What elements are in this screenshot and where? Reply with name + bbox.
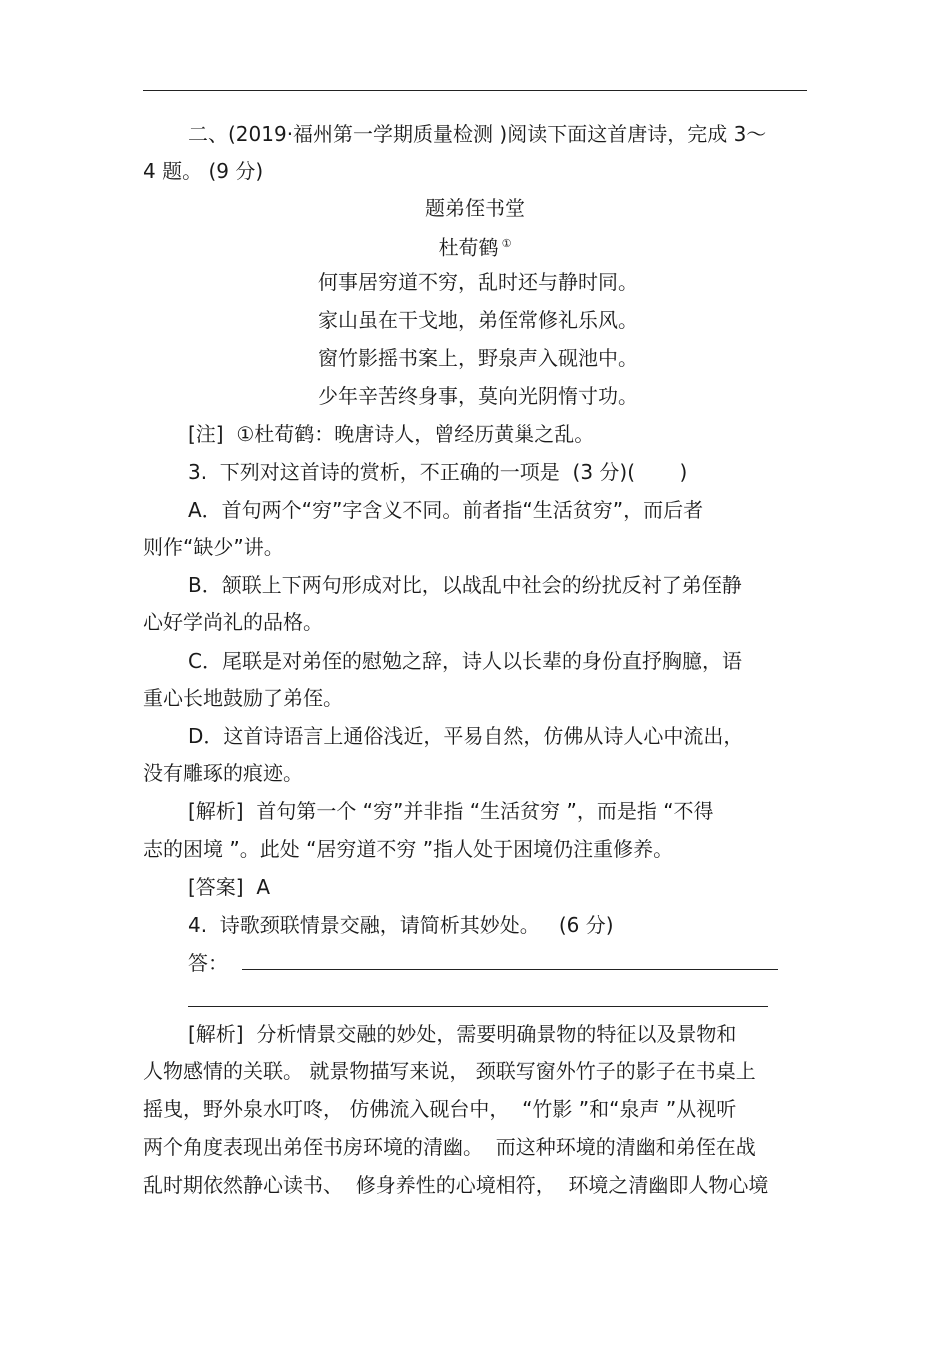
header-rule	[143, 90, 807, 91]
footnote-mark: ①	[501, 237, 512, 250]
answer-blank-2[interactable]	[188, 1006, 768, 1007]
q4-analysis-cont: 两个角度表现出弟侄书房环境的清幽。 而这种环境的清幽和弟侄在战	[143, 1135, 756, 1159]
poem-line: 何事居穷道不穷，乱时还与静时同。	[318, 270, 638, 294]
section-intro-line1: 二、(2019·福州第一学期质量检测 )阅读下面这首唐诗，完成 3～	[188, 122, 767, 146]
q4-analysis-cont: 乱时期依然静心读书、 修身养性的心境相符， 环境之清幽即人物心境	[143, 1173, 769, 1197]
q3-option-b: B．颔联上下两句形成对比，以战乱中社会的纷扰反衬了弟侄静	[188, 573, 742, 597]
q4-analysis-cont: 摇曳，野外泉水叮咚， 仿佛流入砚台中， “竹影 ”和“泉声 ”从视听	[143, 1097, 737, 1121]
q4-analysis-cont: 人物感情的关联。 就景物描写来说， 颈联写窗外竹子的影子在书桌上	[143, 1059, 756, 1083]
q4-answer-line	[188, 949, 778, 977]
q3-analysis-cont: 志的困境 ”。此处 “居穷道不穷 ”指人处于困境仍注重修养。	[143, 837, 674, 861]
q4-answer-label: 答：	[188, 951, 228, 975]
poem-line: 窗竹影摇书案上，野泉声入砚池中。	[318, 346, 638, 370]
q3-option-c-cont: 重心长地鼓励了弟侄。	[143, 686, 343, 710]
q3-option-d-cont: 没有雕琢的痕迹。	[143, 761, 303, 785]
q4-analysis: [解析] 分析情景交融的妙处，需要明确景物的特征以及景物和	[188, 1022, 737, 1046]
poem-author-line	[0, 230, 950, 262]
q3-stem: 3. 下列对这首诗的赏析，不正确的一项是 (3 分)( )	[188, 460, 688, 484]
q3-option-d: D．这首诗语言上通俗浅近，平易自然，仿佛从诗人心中流出，	[188, 724, 744, 748]
answer-blank[interactable]	[242, 951, 778, 970]
q3-option-a-cont: 则作“缺少”讲。	[143, 535, 284, 559]
section-intro-line2: 4 题。 (9 分)	[143, 159, 264, 183]
poem-author: 杜荀鹤	[438, 235, 499, 260]
poem-title: 题弟侄书堂	[425, 196, 525, 220]
poem-note: [注] ①杜荀鹤：晚唐诗人，曾经历黄巢之乱。	[188, 422, 595, 446]
q3-option-c: C．尾联是对弟侄的慰勉之辞，诗人以长辈的身份直抒胸臆，语	[188, 649, 742, 673]
q3-answer: [答案] A	[188, 875, 271, 899]
poem-line: 少年辛苦终身事，莫向光阴惰寸功。	[318, 384, 638, 408]
poem-line: 家山虽在干戈地，弟侄常修礼乐风。	[318, 308, 638, 332]
q3-option-b-cont: 心好学尚礼的品格。	[143, 610, 323, 634]
q4-stem: 4. 诗歌颈联情景交融，请简析其妙处。 (6 分)	[188, 913, 614, 937]
q3-option-a: A．首句两个“穷”字含义不同。前者指“生活贫穷”，而后者	[188, 498, 704, 522]
q3-analysis: [解析] 首句第一个 “穷”并非指 “生活贫穷 ”，而是指 “不得	[188, 799, 714, 823]
